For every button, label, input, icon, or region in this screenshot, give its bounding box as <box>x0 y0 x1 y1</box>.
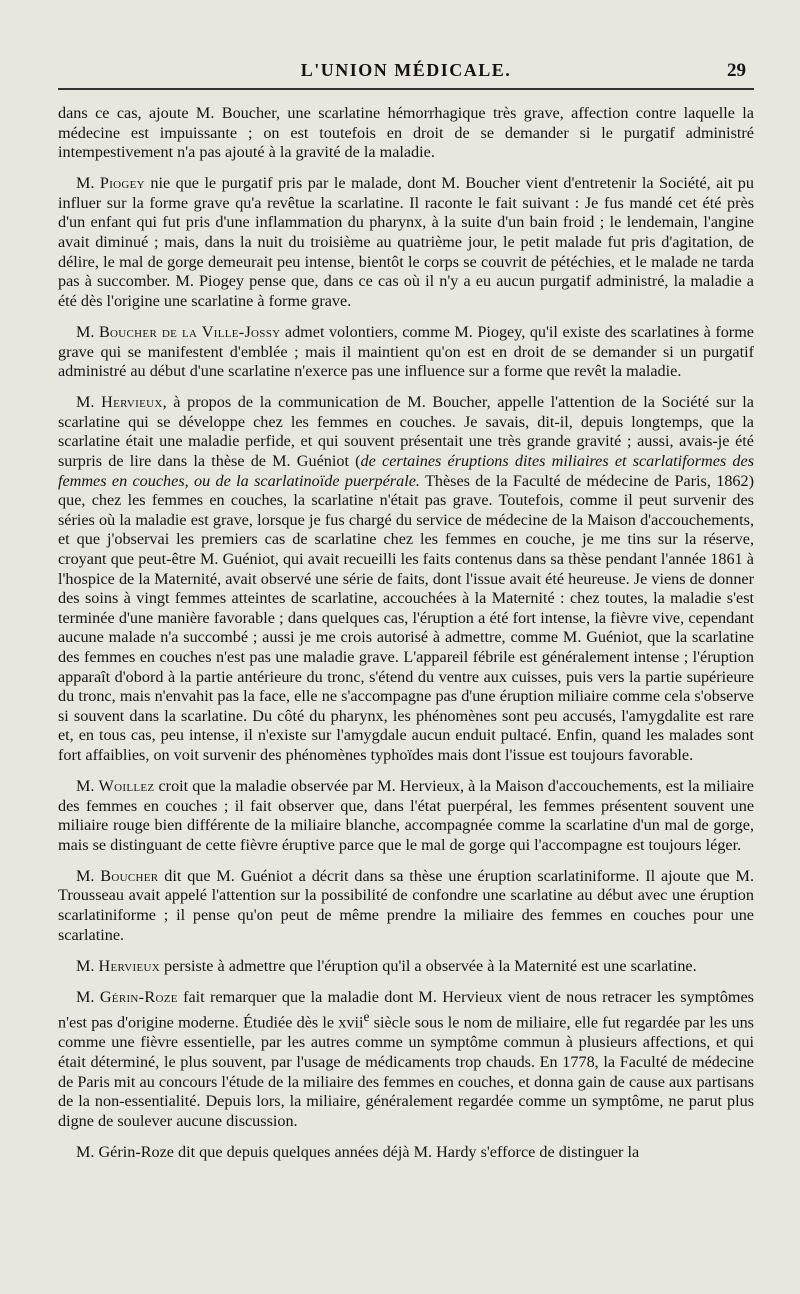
page-number: 29 <box>727 60 746 81</box>
speaker-name: Hervieux <box>98 956 160 975</box>
speaker-name: Gérin-Roze <box>99 987 178 1006</box>
paragraph <box>58 957 754 977</box>
paragraph <box>58 867 754 945</box>
paragraph <box>58 988 754 1132</box>
speaker-name: Hervieux <box>101 393 163 412</box>
text-segment: M. <box>76 322 99 341</box>
text-segment: e <box>363 1009 370 1025</box>
text-segment: persiste à admettre que l'éruption qu'il a observée à la Maternité est une scarlatine. <box>159 956 697 975</box>
text-segment: Thèses de la Faculté de médecine de Paris, 1862) que, chez les femmes en couches, la scarlatine n'était pas grave. Toutefois, comme il peut survenir des séries où la maladie est grave, lorsque je fus chargé du service de médecine de la Maison d'accouchements, et que j'observai les premiers cas de scarlatine chez les femmes en couche, je me tins sur la réserve, croyant que peut-être M. Guéniot, qui avait recueilli les faits contenus dans sa thèse pendant l'année 1861 à l'hospice de la Maternité, avait observé une série de faits, dont l'issue avait été heureuse. Je viens de donner des soins à vingt femmes atteintes de scarlatine, accouchées à la Maternité : chez toutes, la maladie s'est terminée d'une manière favorable ; dans quelques cas, l'éruption a été fort intense, la fièvre vive, cependant aucune malade n'a succombé ; aussi je me crois autorisé à admettre, comme M. Guéniot, que la scarlatine des femmes en couches n'est pas une maladie grave. L'appareil fébrile est généralement intense ; l'éruption apparaît d'obord à la partie antérieure du tronc, s'étend du ventre aux cuisses, puis vers la partie supérieure du tronc, mais n'envahit pas la face, elle ne s'accompagne pas d'une éruption miliaire comme cela s'observe si souvent dans la scarlatine. Du côté du pharynx, les phénomènes sont peu accusés, l'amygdalite est rare et, en tous cas, peu intense, il n'existe sur l'amygdale aucun enduit pultacé. Enfin, quand les malades sont fort affaiblies, on voit survenir des phénomènes typhoïdes mais dont l'issue est toujours favorable. <box>58 471 754 764</box>
speaker-name: Boucher de la Ville-Jossy <box>98 322 281 341</box>
running-header <box>58 56 754 90</box>
journal-page <box>58 56 754 1174</box>
paragraph <box>58 104 754 163</box>
text-segment: M. <box>76 866 101 885</box>
text-segment: dit que M. Guéniot a décrit dans sa thèse une éruption scarlatiniforme. Il ajoute que M. Trousseau avait appelé l'attention sur la possibilité de confondre une scarlatine au début avec une éruption scarlatiniforme ; il pense qu'on peut de même prendre la miliaire des femmes en couches pour une scarlatine. <box>58 866 754 944</box>
text-segment: nie que le purgatif pris par le malade, dont M. Boucher vient d'entretenir la Société, ait pu influer sur la forme grave qu'a revêtue la scarlatine. Il raconte le fait suivant : Je fus mandé cet été près d'un enfant qui fut pris d'une inflammation du pharynx, à la suite d'un bain froid ; le lendemain, l'angine avait diminué ; mais, dans la nuit du troisième au quatrième jour, le petit malade fut pris d'agitation, de délire, le mal de gorge demeurait peu intense, bientôt le corps se couvrit de pétéchies, et le malade ne tarda pas à succomber. M. Piogey pense que, dans ce cas où il n'y a eu aucun purgatif administré, la maladie a été dès l'origine une scarlatine à forme grave. <box>58 174 754 310</box>
text-segment: M. <box>76 987 100 1006</box>
text-segment: M. <box>76 174 100 193</box>
text-segment: M. <box>76 777 99 795</box>
paragraph <box>58 174 754 311</box>
paragraph <box>58 323 754 382</box>
paragraph <box>58 1143 754 1163</box>
paragraph <box>58 777 754 855</box>
text-segment: M. Gérin-Roze dit que depuis quelques années déjà M. Hardy s'efforce de distinguer la <box>76 1142 640 1161</box>
text-segment: , à propos de la communication de M. Boucher, appelle l'attention de la Société sur la scarlatine qui se développe chez les femmes en couches. Je savais, dit-il, depuis longtemps, que la scarlatine était une maladie perfide, et qui souvent présentait une très grande gravité ; aussi, avais-je été surpris de lire dans la thèse de M. Guéniot ( <box>58 393 754 470</box>
text-segment: M. <box>76 393 102 412</box>
text-segment: dans ce cas, ajoute M. Boucher, une scarlatine hémorrhagique très grave, affection contre laquelle la médecine est impuissante ; on est toutefois en droit de se demander si le purgatif administré intempestivement n'a pas ajouté à la gravité de la maladie. <box>58 104 754 162</box>
paragraph <box>58 393 754 765</box>
speaker-name: Piogey <box>99 174 145 193</box>
text-segment: croit que la maladie observée par M. Hervieux, à la Maison d'accouchements, est la miliaire des femmes en couches ; il fait observer que, dans l'état puerpéral, les femmes présentent souvent une miliaire rouge bien différente de la miliaire blanche, accompagnée comme la scarlatine d'un mal de gorge, mais se distinguant de cette fièvre éruptive parce que le mal de gorge qui l'accompagne est toujours léger. <box>58 777 754 854</box>
speaker-name: Boucher <box>100 866 159 885</box>
article-body <box>58 104 754 1162</box>
journal-title: L'UNION MÉDICALE. <box>300 60 512 80</box>
text-segment: M. <box>76 956 99 975</box>
text-segment: siècle sous le nom de miliaire, elle fut regardée par les uns comme une fièvre essentielle, par les autres comme un symptôme commun à plusieurs affections, et qui était déterminé, le plus souvent, par l'usage de médicaments trop chauds. En 1778, la Faculté de médecine de Paris mit au concours l'étude de la miliaire des femmes en couches, et donna gain de cause aux partisans de la non-essentialité. Depuis lors, la miliaire, généralement regardée comme un symptôme, ne parut plus digne de soulever aucune discussion. <box>58 1013 754 1130</box>
text-segment: fait remarquer que la maladie dont M. Hervieux vient de nous retracer les symptômes n'est pas d'origine moderne. Étudiée dès le xvii <box>58 987 754 1032</box>
text-segment: admet volontiers, comme M. Piogey, qu'il existe des scarlatines à forme grave qui se manifestent d'emblée ; mais il maintient qu'on est en droit de se demander si un purgatif administré au début d'une scarlatine n'exerce pas une influence sur a forme que revêt la maladie. <box>58 322 754 381</box>
thesis-title: de certaines éruptions dites miliaires et scarlatiformes des femmes en couches, ou de la scarlatinoïde puerpérale. <box>58 452 754 490</box>
speaker-name: Woillez <box>98 777 155 795</box>
